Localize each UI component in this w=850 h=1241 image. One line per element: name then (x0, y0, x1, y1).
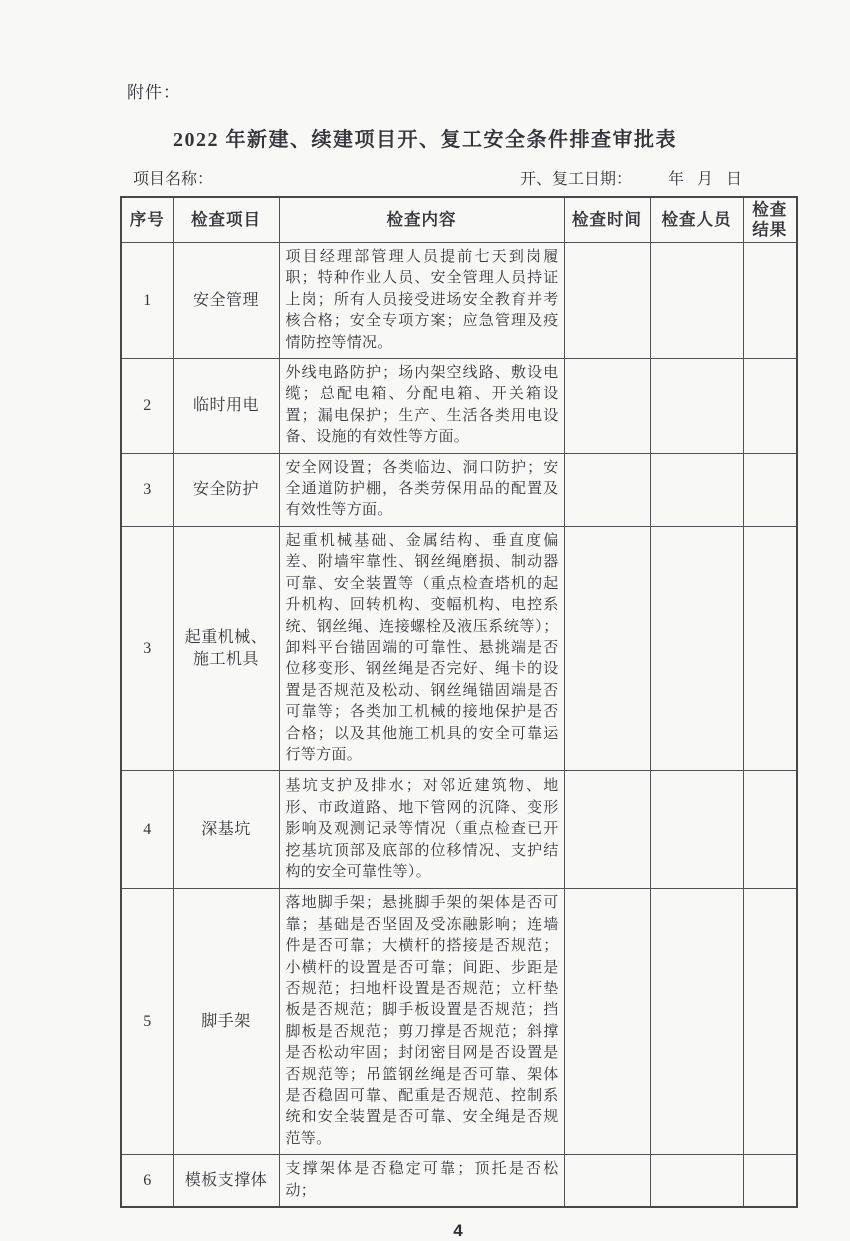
result-cell (743, 889, 797, 1155)
result-cell (743, 359, 797, 454)
item-cell: 脚手架 (173, 889, 279, 1155)
table-row (121, 771, 797, 889)
time-cell (564, 771, 650, 889)
table-row (121, 453, 797, 526)
row-number-cell: 3 (121, 453, 173, 526)
person-cell (650, 889, 743, 1155)
column-header-person: 检查人员 (650, 197, 743, 243)
header-row (121, 197, 797, 243)
table-row (121, 526, 797, 770)
attachment-label: 附件： (127, 83, 181, 102)
project-name-label: 项目名称： (133, 171, 214, 188)
content-cell: 落地脚手架；悬挑脚手架的架体是否可靠；基础是否坚固及受冻融影响；连墙件是否可靠；大横杆的搭接是否规范；小横杆的设置是否可靠；间距、步距是否规范；扫地杆设置是否规范；立杆垫板是否规范；脚手板设置是否规范；挡脚板是否规范；剪刀撑是否规范；斜撑是否松动牢固；封闭密目网是否设置是否规范等；吊篮钢丝绳是否可靠、架体是否稳固可靠、配重是否规范、控制系统和安全装置是否可靠、安全绳是否规范等。 (279, 889, 564, 1155)
person-cell (650, 453, 743, 526)
page-number: 4 (453, 1221, 463, 1241)
table-row (121, 889, 797, 1155)
inspection-table (120, 196, 798, 1208)
item-cell: 安全管理 (173, 243, 279, 359)
person-cell (650, 1155, 743, 1207)
time-cell (564, 1155, 650, 1207)
person-cell (650, 771, 743, 889)
person-cell (650, 526, 743, 770)
content-cell: 外线电路防护；场内架空线路、敷设电缆；总配电箱、分配电箱、开关箱设置；漏电保护；生产、生活各类用电设备、设施的有效性等方面。 (279, 359, 564, 454)
time-cell (564, 889, 650, 1155)
result-cell (743, 526, 797, 770)
content-cell: 基坑支护及排水；对邻近建筑物、地形、市政道路、地下管网的沉降、变形影响及观测记录等情况（重点检查已开挖基坑顶部及底部的位移情况、支护结构的安全可靠性等）。 (279, 771, 564, 889)
page-title: 2022 年新建、续建项目开、复工安全条件排查审批表 (173, 129, 677, 151)
person-cell (650, 243, 743, 359)
row-number-cell: 3 (121, 526, 173, 770)
item-cell: 临时用电 (173, 359, 279, 454)
column-header-item: 检查项目 (173, 197, 279, 243)
table-row (121, 243, 797, 359)
row-number-cell: 4 (121, 771, 173, 889)
date-label: 开、复工日期： (519, 171, 632, 188)
time-cell (564, 526, 650, 770)
meta-row (133, 166, 742, 189)
result-cell (743, 243, 797, 359)
row-number-cell: 2 (121, 359, 173, 454)
item-cell: 安全防护 (173, 453, 279, 526)
item-cell: 深基坑 (173, 771, 279, 889)
item-cell: 模板支撑体 (173, 1155, 279, 1207)
row-number-cell: 5 (121, 889, 173, 1155)
column-header-result: 检查结果 (743, 197, 797, 243)
content-cell: 起重机械基础、金属结构、垂直度偏差、附墙牢靠性、钢丝绳磨损、制动器可靠、安全装置等（重点检查塔机的起升机构、回转机构、变幅机构、电控系统、钢丝绳、连接螺栓及液压系统等）；卸料平台锚固端的可靠性、悬挑端是否位移变形、钢丝绳是否完好、绳卡的设置是否规范及松动、钢丝绳锚固端是否可靠等；各类加工机械的接地保护是否合格；以及其他施工机具的安全可靠运行等方面。 (279, 526, 564, 770)
time-cell (564, 453, 650, 526)
person-cell (650, 359, 743, 454)
content-cell: 支撑架体是否稳定可靠；顶托是否松动； (279, 1155, 564, 1207)
result-cell (743, 453, 797, 526)
time-cell (564, 359, 650, 454)
result-cell (743, 1155, 797, 1207)
content-cell: 安全网设置；各类临边、洞口防护；安全通道防护棚，各类劳保用品的配置及有效性等方面。 (279, 453, 564, 526)
table-row (121, 1155, 797, 1207)
date-value: 年 月 日 (667, 171, 742, 188)
result-cell (743, 771, 797, 889)
content-cell: 项目经理部管理人员提前七天到岗履职；特种作业人员、安全管理人员持证上岗；所有人员接受进场安全教育并考核合格；安全专项方案；应急管理及疫情防控等情况。 (279, 243, 564, 359)
time-cell (564, 243, 650, 359)
column-header-content: 检查内容 (279, 197, 564, 243)
column-header-time: 检查时间 (564, 197, 650, 243)
row-number-cell: 6 (121, 1155, 173, 1207)
row-number-cell: 1 (121, 243, 173, 359)
item-cell: 起重机械、施工机具 (173, 526, 279, 770)
date-group (520, 166, 742, 189)
table-row (121, 359, 797, 454)
column-header-no: 序号 (121, 197, 173, 243)
